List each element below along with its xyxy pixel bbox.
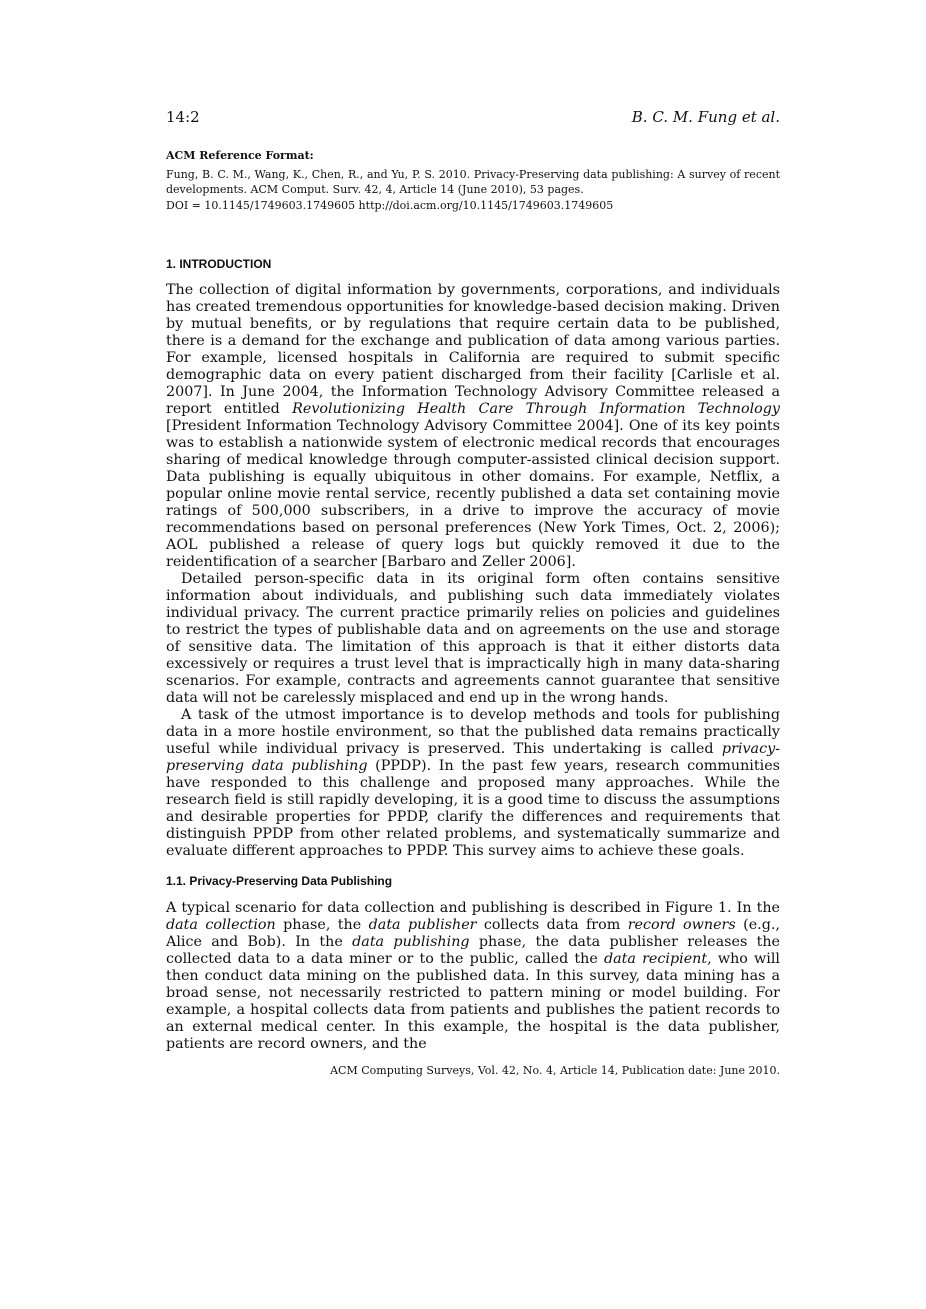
defined-term: record owners [627,917,736,933]
reference-format-heading: ACM Reference Format: [166,149,314,162]
defined-term: data recipient [604,951,708,967]
text-run: , who will then conduct data mining on the published data. In this survey, data mining has a broad sense, not necessarily restricted to pattern mining or model building. For example, a hospital collects data from patients and publishes the patient records to an external medical center. In this example, the hospital is the data publisher, patients are record owners, and the [166,951,780,1052]
introduction-body [166,282,780,860]
defined-term: data publisher [368,917,477,933]
text-run: (PPDP). In the past few years, research communities have responded to this challenge and proposed many approaches. While the research field is still rapidly developing, it is a good time to discuss the assumptions and desirable properties for PPDP, clarify the differences and requirements that distinguish PPDP from other related problems, and systematically summarize and evaluate different approaches to PPDP. This survey aims to achieve these goals. [166,758,780,859]
paragraph [166,900,780,1053]
subsection-heading-ppdp: 1.1. Privacy-Preserving Data Publishing [166,874,393,888]
defined-term: data publishing [352,934,470,950]
text-run: A task of the utmost importance is to develop methods and tools for publishing data in a more hostile environment, so that the published data remains practically useful while individual privacy is preserved. This undertaking is called [166,707,780,757]
page-number: 14:2 [166,108,200,126]
text-run: phase, the data publisher releases the collected data to a data miner or to the public, called the [166,934,781,967]
text-run: The collection of digital information by governments, corporations, and individuals has created tremendous opportunities for knowledge-based decision making. Driven by mutual benefits, or by regulations that require certain data to be published, there is a demand for the exchange and publication of data among various parties. For example, licensed hospitals in California are required to submit specific demographic data on every patient discharged from their facility [Carlisle et al. 2007]. In June 2004, the Information Technology Advisory Committee released a report entitled [166,282,780,417]
reference-doi: DOI = 10.1145/1749603.1749605 http://doi.acm.org/10.1145/1749603.1749605 [166,198,614,212]
report-title: Revolutionizing Health Care Through Information Technology [292,401,781,417]
text-run: phase, the [275,917,369,933]
defined-term: privacy-preserving data publishing [166,741,780,774]
paragraph [166,282,780,571]
section-heading-introduction: 1. INTRODUCTION [166,257,272,271]
text-run: A typical scenario for data collection and publishing is described in Figure 1. In the [166,900,780,916]
paragraph: Detailed person-specific data in its original form often contains sensitive information about individuals, and publishing such data immediately violates individual privacy. The current practice primarily relies on policies and guidelines to restrict the types of publishable data and on agreements on the use and storage of sensitive data. The limitation of this approach is that it either distorts data excessively or requires a trust level that is impractically high in many data-sharing scenarios. For example, contracts and agreements cannot guarantee that sensitive data will not be carelessly misplaced and end up in the wrong hands. [166,571,780,706]
text-run: [President Information Technology Advisory Committee 2004]. One of its key points was to establish a nationwide system of electronic medical records that encourages sharing of medical knowledge through computer-assisted clinical decision support. Data publishing is equally ubiquitous in other domains. For example, Netflix, a popular online movie rental service, recently published a data set containing movie ratings of 500,000 subscribers, in a drive to improve the accuracy of movie recommendations based on personal preferences (New York Times, Oct. 2, 2006); AOL published a release of query logs but quickly removed it due to the reidentification of a searcher [Barbaro and Zeller 2006]. [166,418,780,570]
acm-reference-format [166,148,780,213]
paragraph [166,707,780,860]
text-run: (e.g., Alice and Bob). In the [166,917,780,950]
subsection-body [166,900,780,1053]
text-run: collects data from [476,917,628,933]
running-head [166,108,780,130]
defined-term: data collection [166,917,276,933]
running-head-authors: B. C. M. Fung et al. [631,108,780,126]
page-footer: ACM Computing Surveys, Vol. 42, No. 4, Article 14, Publication date: June 2010. [330,1064,780,1077]
reference-citation: Fung, B. C. M., Wang, K., Chen, R., and Yu, P. S. 2010. Privacy-Preserving data publishing: A survey of recent developments. ACM Comput. Surv. 42, 4, Article 14 (June 2010), 53 pages. [166,167,780,196]
